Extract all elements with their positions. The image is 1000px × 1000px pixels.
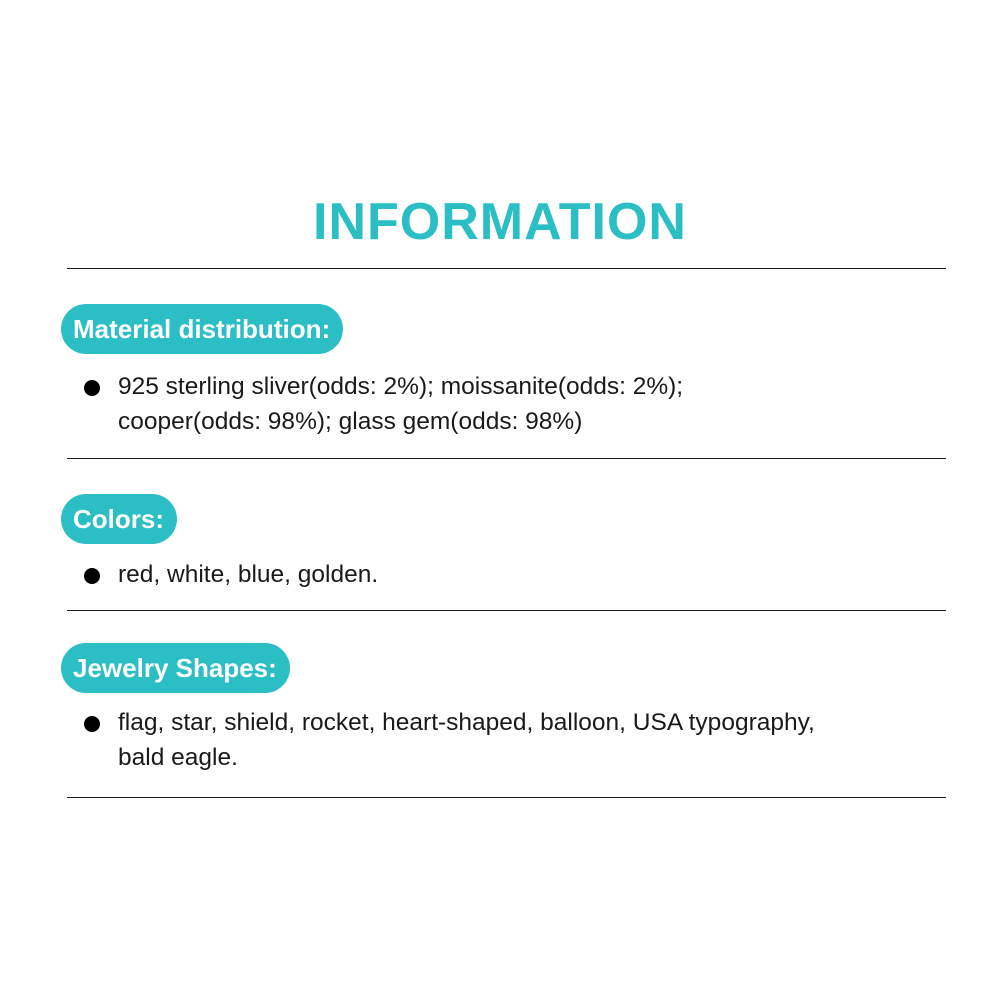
bullet-icon [84, 716, 100, 732]
list-item-jewelry-shapes [84, 705, 944, 775]
list-item-line: cooper(odds: 98%); glass gem(odds: 98%) [118, 408, 583, 435]
list-item-text [118, 369, 944, 439]
section-heading-jewelry-shapes: Jewelry Shapes: [61, 643, 290, 693]
list-item-line: flag, star, shield, rocket, heart-shaped, balloon, USA typography, [118, 709, 815, 736]
section-heading-colors: Colors: [61, 494, 177, 544]
divider-top [67, 268, 946, 269]
list-item-text [118, 705, 944, 775]
list-item-line: bald eagle. [118, 744, 238, 771]
list-item-line: red, white, blue, golden. [118, 561, 379, 588]
list-item-text [118, 557, 944, 592]
divider [67, 610, 946, 611]
list-item-line: 925 sterling sliver(odds: 2%); moissanite(odds: 2%); [118, 373, 684, 400]
bullet-icon [84, 568, 100, 584]
divider-bottom [67, 797, 946, 798]
bullet-icon [84, 380, 100, 396]
section-heading-material: Material distribution: [61, 304, 343, 354]
list-item-colors [84, 557, 944, 592]
list-item-material [84, 369, 944, 439]
divider [67, 458, 946, 459]
page-title: INFORMATION [313, 193, 687, 251]
